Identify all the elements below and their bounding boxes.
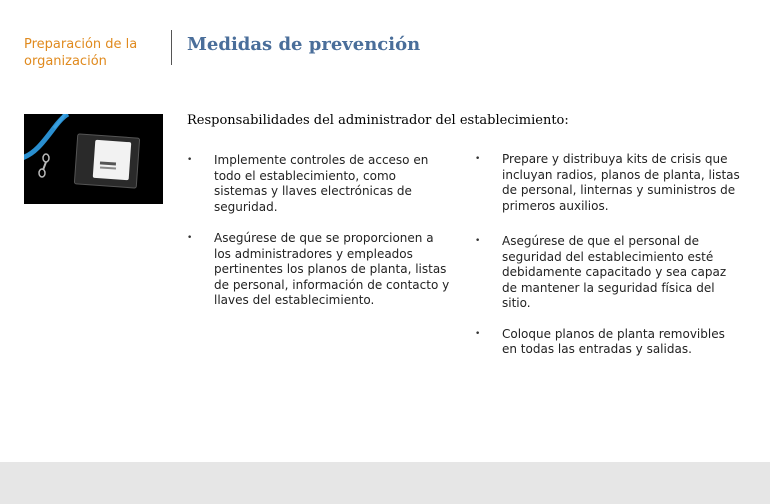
id-badge-lanyard-icon bbox=[24, 114, 163, 204]
left-responsibilities-list bbox=[187, 153, 452, 325]
list-item-text: Coloque planos de planta removibles en todas las entradas y salidas. bbox=[502, 326, 725, 356]
list-item-text: Asegúrese de que se proporcionen a los administradores y empleados pertinentes los planos de planta, listas de personal, información de contacto y llaves del establecimiento. bbox=[214, 231, 450, 307]
section-subtitle: Responsabilidades del administrador del establecimiento: bbox=[187, 113, 569, 128]
list-item bbox=[187, 153, 452, 215]
list-item bbox=[187, 231, 452, 309]
bullet: • bbox=[475, 154, 481, 164]
page-title: Medidas de prevención bbox=[187, 34, 421, 55]
footer-band bbox=[0, 462, 770, 504]
bullet: • bbox=[187, 233, 193, 243]
list-item bbox=[475, 234, 740, 312]
list-item-text: Implemente controles de acceso en todo el establecimiento, como sistemas y llaves electrónicas de seguridad. bbox=[214, 153, 429, 214]
right-responsibilities-list bbox=[475, 152, 740, 378]
bullet: • bbox=[187, 155, 193, 165]
list-item-text: Prepare y distribuya kits de crisis que incluyan radios, planos de planta, listas de personal, linternas y suministros de primeros auxilios. bbox=[502, 152, 740, 213]
list-item-text: Asegúrese de que el personal de seguridad del establecimiento esté debidamente capacitado y sea capaz de mantener la seguridad física del sitio. bbox=[502, 234, 727, 310]
section-label: Preparación de la organización bbox=[24, 37, 138, 69]
bullet: • bbox=[475, 328, 481, 339]
bullet: • bbox=[475, 236, 481, 246]
header-divider bbox=[171, 30, 172, 65]
list-item bbox=[475, 327, 740, 358]
list-item bbox=[475, 152, 740, 214]
